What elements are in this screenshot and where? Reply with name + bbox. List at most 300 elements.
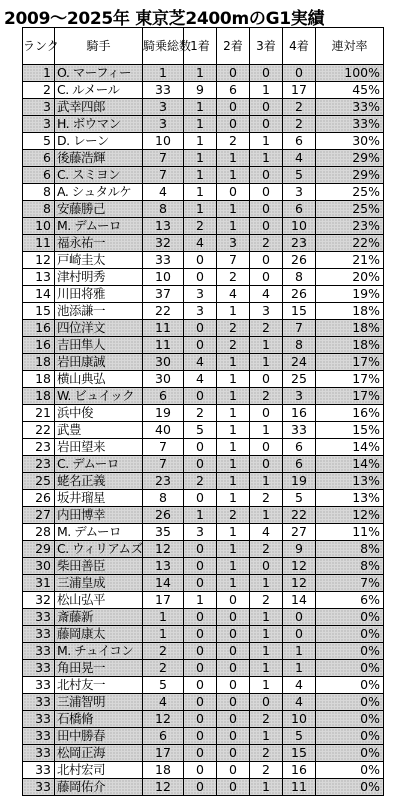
- cell-rate: 0%: [316, 660, 384, 677]
- cell-third: 0: [250, 116, 283, 133]
- cell-rate: 11%: [316, 524, 384, 541]
- cell-jockey: 藤岡佑介: [55, 779, 143, 796]
- cell-rank: 28: [23, 524, 55, 541]
- table-row: [23, 422, 384, 439]
- cell-jockey: 福永祐一: [55, 235, 143, 252]
- cell-jockey: C. ウィリアムズ: [55, 541, 143, 558]
- cell-first: 0: [184, 575, 217, 592]
- cell-rank: 18: [23, 371, 55, 388]
- cell-third: 0: [250, 65, 283, 82]
- cell-rides: 10: [143, 269, 184, 286]
- cell-jockey: 角田晃一: [55, 660, 143, 677]
- cell-fourth: 19: [283, 473, 316, 490]
- cell-second: 1: [217, 218, 250, 235]
- cell-rate: 18%: [316, 337, 384, 354]
- cell-jockey: 坂井瑠星: [55, 490, 143, 507]
- cell-second: 1: [217, 575, 250, 592]
- cell-first: 1: [184, 133, 217, 150]
- cell-third: 3: [250, 303, 283, 320]
- cell-rank: 15: [23, 303, 55, 320]
- cell-jockey: 安藤勝己: [55, 201, 143, 218]
- cell-first: 0: [184, 694, 217, 711]
- cell-fourth: 6: [283, 133, 316, 150]
- cell-second: 0: [217, 728, 250, 745]
- table-row: [23, 371, 384, 388]
- cell-rate: 0%: [316, 626, 384, 643]
- table-row: [23, 218, 384, 235]
- cell-third: 1: [250, 779, 283, 796]
- cell-first: 1: [184, 116, 217, 133]
- cell-rate: 29%: [316, 167, 384, 184]
- cell-rides: 33: [143, 82, 184, 99]
- cell-rides: 12: [143, 541, 184, 558]
- cell-rides: 12: [143, 779, 184, 796]
- cell-second: 2: [217, 320, 250, 337]
- cell-rate: 45%: [316, 82, 384, 99]
- cell-rate: 30%: [316, 133, 384, 150]
- table-body: [23, 65, 384, 796]
- cell-fourth: 3: [283, 388, 316, 405]
- cell-third: 0: [250, 558, 283, 575]
- cell-third: 0: [250, 201, 283, 218]
- cell-fourth: 3: [283, 184, 316, 201]
- cell-jockey: M. デムーロ: [55, 524, 143, 541]
- cell-fourth: 1: [283, 643, 316, 660]
- cell-jockey: 池添謙一: [55, 303, 143, 320]
- cell-rides: 13: [143, 558, 184, 575]
- cell-rides: 2: [143, 643, 184, 660]
- cell-first: 4: [184, 235, 217, 252]
- table-row: [23, 252, 384, 269]
- cell-third: 2: [250, 541, 283, 558]
- cell-rank: 18: [23, 388, 55, 405]
- cell-rate: 25%: [316, 184, 384, 201]
- cell-rides: 2: [143, 660, 184, 677]
- cell-first: 0: [184, 337, 217, 354]
- cell-rank: 2: [23, 82, 55, 99]
- cell-fourth: 5: [283, 167, 316, 184]
- header-jockey: 騎手: [55, 28, 143, 65]
- cell-jockey: M. デムーロ: [55, 218, 143, 235]
- cell-rides: 4: [143, 184, 184, 201]
- cell-second: 0: [217, 116, 250, 133]
- cell-rate: 18%: [316, 303, 384, 320]
- cell-rate: 21%: [316, 252, 384, 269]
- cell-second: 0: [217, 677, 250, 694]
- table-row: [23, 711, 384, 728]
- cell-rank: 33: [23, 677, 55, 694]
- cell-rate: 33%: [316, 99, 384, 116]
- cell-second: 1: [217, 354, 250, 371]
- cell-first: 1: [184, 507, 217, 524]
- cell-second: 0: [217, 694, 250, 711]
- cell-rate: 0%: [316, 677, 384, 694]
- cell-third: 2: [250, 490, 283, 507]
- cell-jockey: 四位洋文: [55, 320, 143, 337]
- cell-third: 2: [250, 711, 283, 728]
- cell-first: 3: [184, 286, 217, 303]
- cell-rank: 1: [23, 65, 55, 82]
- cell-first: 3: [184, 524, 217, 541]
- cell-fourth: 10: [283, 218, 316, 235]
- cell-rides: 3: [143, 99, 184, 116]
- cell-first: 0: [184, 762, 217, 779]
- cell-jockey: 浜中俊: [55, 405, 143, 422]
- cell-rides: 37: [143, 286, 184, 303]
- cell-second: 0: [217, 65, 250, 82]
- table-row: [23, 660, 384, 677]
- table-row: [23, 609, 384, 626]
- table-row: [23, 626, 384, 643]
- cell-first: 0: [184, 541, 217, 558]
- cell-fourth: 2: [283, 116, 316, 133]
- cell-jockey: 武豊: [55, 422, 143, 439]
- cell-rank: 23: [23, 456, 55, 473]
- cell-rank: 33: [23, 660, 55, 677]
- cell-third: 1: [250, 575, 283, 592]
- cell-second: 0: [217, 609, 250, 626]
- header-rentai-rate: 連対率: [316, 28, 384, 65]
- cell-jockey: 蛯名正義: [55, 473, 143, 490]
- cell-jockey: 後藤浩輝: [55, 150, 143, 167]
- cell-third: 4: [250, 286, 283, 303]
- cell-rank: 33: [23, 711, 55, 728]
- cell-rate: 8%: [316, 558, 384, 575]
- table-row: [23, 643, 384, 660]
- cell-rate: 100%: [316, 65, 384, 82]
- cell-rank: 14: [23, 286, 55, 303]
- header-rank: ランク: [23, 28, 55, 65]
- cell-fourth: 22: [283, 507, 316, 524]
- cell-jockey: 吉田隼人: [55, 337, 143, 354]
- cell-jockey: O. マーフィー: [55, 65, 143, 82]
- cell-rides: 1: [143, 65, 184, 82]
- cell-rides: 8: [143, 490, 184, 507]
- table-row: [23, 201, 384, 218]
- cell-rank: 12: [23, 252, 55, 269]
- cell-rate: 14%: [316, 439, 384, 456]
- cell-second: 1: [217, 473, 250, 490]
- cell-third: 1: [250, 677, 283, 694]
- cell-second: 1: [217, 439, 250, 456]
- cell-rank: 3: [23, 116, 55, 133]
- table-row: [23, 524, 384, 541]
- cell-jockey: A. シュタルケ: [55, 184, 143, 201]
- table-row: [23, 286, 384, 303]
- cell-first: 0: [184, 677, 217, 694]
- cell-jockey: 松岡正海: [55, 745, 143, 762]
- cell-fourth: 12: [283, 558, 316, 575]
- cell-first: 1: [184, 150, 217, 167]
- cell-fourth: 0: [283, 609, 316, 626]
- cell-first: 0: [184, 439, 217, 456]
- cell-rides: 8: [143, 201, 184, 218]
- cell-rank: 32: [23, 592, 55, 609]
- cell-jockey: 斎藤新: [55, 609, 143, 626]
- cell-fourth: 15: [283, 745, 316, 762]
- cell-fourth: 9: [283, 541, 316, 558]
- cell-rides: 33: [143, 252, 184, 269]
- table-row: [23, 541, 384, 558]
- cell-fourth: 26: [283, 286, 316, 303]
- cell-fourth: 6: [283, 456, 316, 473]
- cell-rate: 0%: [316, 609, 384, 626]
- cell-jockey: 田中勝春: [55, 728, 143, 745]
- table-row: [23, 388, 384, 405]
- cell-third: 0: [250, 218, 283, 235]
- cell-rides: 32: [143, 235, 184, 252]
- cell-rate: 14%: [316, 456, 384, 473]
- cell-rank: 16: [23, 320, 55, 337]
- cell-fourth: 10: [283, 711, 316, 728]
- header-fourth: 4着: [283, 28, 316, 65]
- cell-rides: 17: [143, 592, 184, 609]
- cell-rides: 7: [143, 167, 184, 184]
- cell-jockey: C. デムーロ: [55, 456, 143, 473]
- cell-fourth: 1: [283, 660, 316, 677]
- cell-first: 1: [184, 201, 217, 218]
- cell-second: 1: [217, 371, 250, 388]
- cell-rate: 0%: [316, 762, 384, 779]
- table-row: [23, 82, 384, 99]
- cell-fourth: 24: [283, 354, 316, 371]
- cell-rate: 6%: [316, 592, 384, 609]
- cell-rank: 8: [23, 201, 55, 218]
- cell-rate: 13%: [316, 473, 384, 490]
- cell-third: 2: [250, 320, 283, 337]
- cell-rides: 17: [143, 745, 184, 762]
- cell-first: 0: [184, 388, 217, 405]
- cell-jockey: 三浦皇成: [55, 575, 143, 592]
- cell-rides: 7: [143, 439, 184, 456]
- cell-fourth: 27: [283, 524, 316, 541]
- cell-third: 1: [250, 354, 283, 371]
- table-row: [23, 99, 384, 116]
- cell-first: 0: [184, 609, 217, 626]
- cell-second: 0: [217, 660, 250, 677]
- cell-jockey: C. ルメール: [55, 82, 143, 99]
- cell-second: 0: [217, 745, 250, 762]
- cell-second: 2: [217, 269, 250, 286]
- cell-first: 0: [184, 660, 217, 677]
- cell-third: 4: [250, 524, 283, 541]
- cell-rank: 27: [23, 507, 55, 524]
- cell-rank: 10: [23, 218, 55, 235]
- table-row: [23, 490, 384, 507]
- cell-first: 1: [184, 592, 217, 609]
- cell-jockey: D. レーン: [55, 133, 143, 150]
- cell-rides: 30: [143, 371, 184, 388]
- cell-third: 1: [250, 626, 283, 643]
- cell-fourth: 0: [283, 65, 316, 82]
- cell-second: 1: [217, 490, 250, 507]
- cell-third: 0: [250, 269, 283, 286]
- cell-first: 3: [184, 303, 217, 320]
- cell-fourth: 5: [283, 490, 316, 507]
- cell-first: 0: [184, 252, 217, 269]
- cell-second: 1: [217, 201, 250, 218]
- cell-first: 4: [184, 371, 217, 388]
- cell-rides: 1: [143, 626, 184, 643]
- cell-rate: 15%: [316, 422, 384, 439]
- cell-jockey: 武幸四郎: [55, 99, 143, 116]
- cell-jockey: 石橋脩: [55, 711, 143, 728]
- header-first: 1着: [184, 28, 217, 65]
- table-row: [23, 456, 384, 473]
- cell-second: 7: [217, 252, 250, 269]
- cell-third: 1: [250, 660, 283, 677]
- cell-fourth: 16: [283, 405, 316, 422]
- cell-fourth: 33: [283, 422, 316, 439]
- table-row: [23, 65, 384, 82]
- table-row: [23, 728, 384, 745]
- cell-second: 1: [217, 541, 250, 558]
- cell-third: 1: [250, 133, 283, 150]
- cell-first: 9: [184, 82, 217, 99]
- cell-rank: 33: [23, 728, 55, 745]
- cell-rate: 25%: [316, 201, 384, 218]
- cell-fourth: 11: [283, 779, 316, 796]
- cell-first: 0: [184, 320, 217, 337]
- cell-rides: 13: [143, 218, 184, 235]
- table-row: [23, 507, 384, 524]
- cell-third: 2: [250, 762, 283, 779]
- cell-rides: 22: [143, 303, 184, 320]
- cell-jockey: W. ビュイック: [55, 388, 143, 405]
- cell-second: 1: [217, 388, 250, 405]
- cell-rank: 23: [23, 439, 55, 456]
- table-title: 2009～2025年 東京芝2400mのG1実績: [4, 9, 325, 29]
- cell-rides: 7: [143, 150, 184, 167]
- cell-rate: 0%: [316, 643, 384, 660]
- cell-jockey: 内田博幸: [55, 507, 143, 524]
- cell-rides: 12: [143, 711, 184, 728]
- table-row: [23, 677, 384, 694]
- cell-jockey: 北村宏司: [55, 762, 143, 779]
- cell-second: 3: [217, 235, 250, 252]
- cell-second: 1: [217, 422, 250, 439]
- cell-rate: 17%: [316, 371, 384, 388]
- cell-jockey: 三浦智明: [55, 694, 143, 711]
- table-row: [23, 150, 384, 167]
- cell-rate: 33%: [316, 116, 384, 133]
- cell-second: 1: [217, 524, 250, 541]
- table-row: [23, 133, 384, 150]
- cell-fourth: 14: [283, 592, 316, 609]
- cell-rank: 33: [23, 626, 55, 643]
- cell-fourth: 4: [283, 694, 316, 711]
- cell-second: 1: [217, 167, 250, 184]
- cell-third: 0: [250, 252, 283, 269]
- cell-rate: 16%: [316, 405, 384, 422]
- cell-first: 0: [184, 745, 217, 762]
- cell-jockey: 戸崎圭太: [55, 252, 143, 269]
- cell-rank: 29: [23, 541, 55, 558]
- cell-fourth: 8: [283, 337, 316, 354]
- header-total-rides: 騎乗総数: [143, 28, 184, 65]
- table-row: [23, 439, 384, 456]
- cell-jockey: C. スミヨン: [55, 167, 143, 184]
- cell-first: 0: [184, 456, 217, 473]
- cell-third: 0: [250, 184, 283, 201]
- cell-jockey: 松山弘平: [55, 592, 143, 609]
- cell-rank: 6: [23, 167, 55, 184]
- cell-fourth: 25: [283, 371, 316, 388]
- cell-third: 0: [250, 167, 283, 184]
- cell-rank: 8: [23, 184, 55, 201]
- cell-rank: 11: [23, 235, 55, 252]
- cell-rate: 23%: [316, 218, 384, 235]
- cell-fourth: 0: [283, 626, 316, 643]
- cell-rate: 0%: [316, 745, 384, 762]
- cell-third: 0: [250, 439, 283, 456]
- table-row: [23, 575, 384, 592]
- cell-rate: 22%: [316, 235, 384, 252]
- cell-third: 1: [250, 609, 283, 626]
- cell-rate: 0%: [316, 779, 384, 796]
- cell-rank: 33: [23, 779, 55, 796]
- cell-second: 2: [217, 507, 250, 524]
- cell-first: 0: [184, 779, 217, 796]
- cell-first: 2: [184, 405, 217, 422]
- cell-third: 2: [250, 745, 283, 762]
- cell-rate: 0%: [316, 728, 384, 745]
- cell-fourth: 23: [283, 235, 316, 252]
- cell-rate: 0%: [316, 694, 384, 711]
- cell-second: 0: [217, 626, 250, 643]
- cell-rides: 40: [143, 422, 184, 439]
- table-row: [23, 116, 384, 133]
- table-row: [23, 320, 384, 337]
- cell-second: 2: [217, 337, 250, 354]
- cell-rides: 7: [143, 456, 184, 473]
- cell-rate: 7%: [316, 575, 384, 592]
- cell-second: 0: [217, 99, 250, 116]
- table-row: [23, 269, 384, 286]
- cell-first: 0: [184, 558, 217, 575]
- cell-fourth: 12: [283, 575, 316, 592]
- cell-third: 1: [250, 473, 283, 490]
- cell-rides: 26: [143, 507, 184, 524]
- cell-second: 0: [217, 711, 250, 728]
- table-row: [23, 779, 384, 796]
- cell-rides: 6: [143, 728, 184, 745]
- cell-third: 0: [250, 405, 283, 422]
- cell-rate: 18%: [316, 320, 384, 337]
- cell-rides: 3: [143, 116, 184, 133]
- table-row: [23, 337, 384, 354]
- cell-jockey: 藤岡康太: [55, 626, 143, 643]
- cell-third: 1: [250, 82, 283, 99]
- cell-first: 0: [184, 626, 217, 643]
- cell-rank: 21: [23, 405, 55, 422]
- cell-second: 0: [217, 184, 250, 201]
- cell-rate: 13%: [316, 490, 384, 507]
- cell-third: 0: [250, 456, 283, 473]
- cell-rides: 30: [143, 354, 184, 371]
- cell-rides: 4: [143, 694, 184, 711]
- cell-rank: 33: [23, 609, 55, 626]
- cell-jockey: H. ボウマン: [55, 116, 143, 133]
- cell-fourth: 16: [283, 762, 316, 779]
- cell-rank: 16: [23, 337, 55, 354]
- cell-rank: 33: [23, 643, 55, 660]
- cell-rides: 10: [143, 133, 184, 150]
- table-row: [23, 235, 384, 252]
- cell-third: 2: [250, 388, 283, 405]
- cell-rank: 33: [23, 762, 55, 779]
- cell-rides: 14: [143, 575, 184, 592]
